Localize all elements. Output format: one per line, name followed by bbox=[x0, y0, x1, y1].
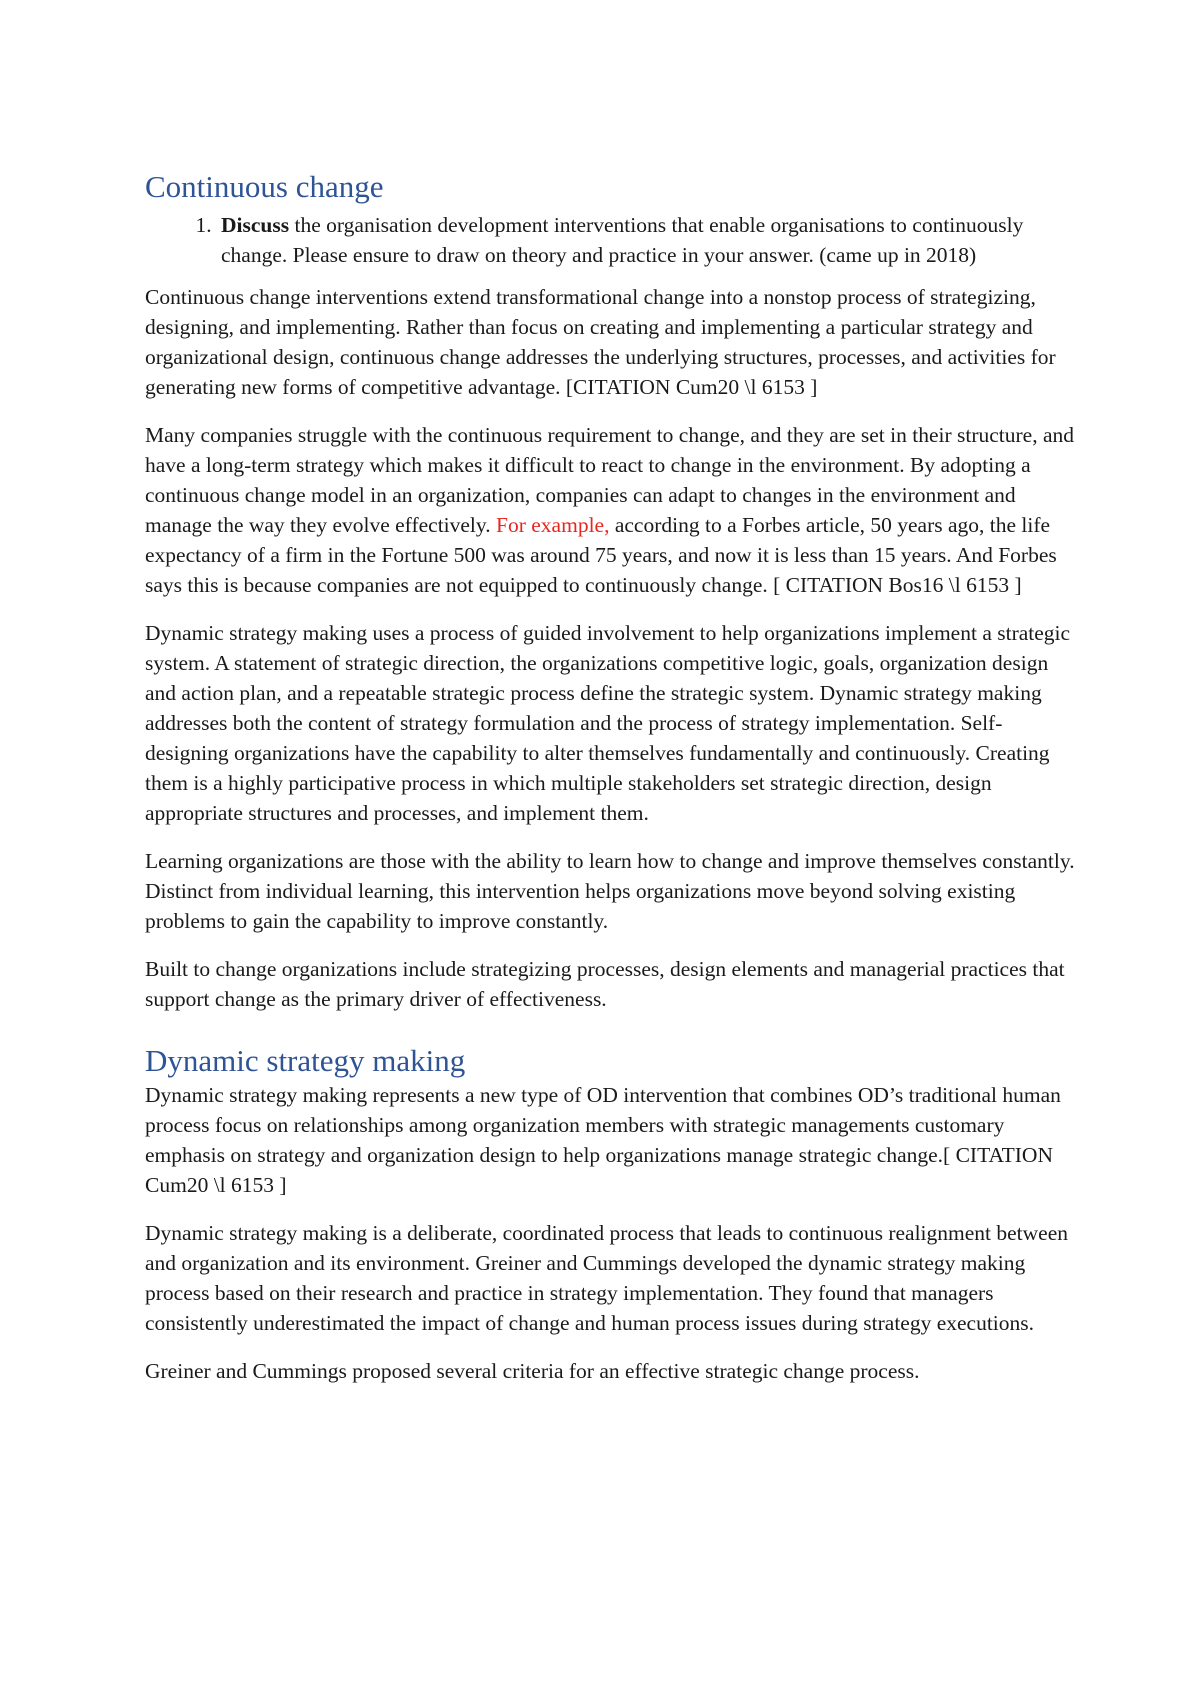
paragraph-built-to-change: Built to change organizations include strategizing processes, design elements and managerial practices that support change as the primary driver of effectiveness. bbox=[145, 957, 1065, 1011]
paragraph-dynamic-strategy: Dynamic strategy making uses a process of guided involvement to help organizations implement a strategic system. A statement of strategic direction, the organizations competitive logic, goals, organization design and action plan, and a repeatable strategic process define the strategic system. Dynamic strategy making addresses both the content of strategy formulation and the process of strategy implementation. Self-designing organizations have the capability to alter themselves fundamentally and continuously. Creating them is a highly participative process in which multiple stakeholders set strategic direction, design appropriate structures and processes, and implement them. bbox=[145, 621, 1071, 825]
section-heading-dynamic-strategy-making: Dynamic strategy making bbox=[145, 1043, 466, 1078]
section-heading-continuous-change: Continuous change bbox=[145, 169, 384, 204]
highlighted-text: For example, bbox=[496, 513, 610, 537]
paragraph-dsm-definition: Dynamic strategy making represents a new type of OD intervention that combines OD’s traditional human process focus on relationships among organization members with strategic managements customary emphasis on strategy and organization design to help organizations manage strategic change.[ CITATION Cum20 \l 6153 ] bbox=[145, 1083, 1061, 1197]
paragraph-text: Many companies struggle with the continuous requirement to change, and they are set in their structure, and have a long-term strategy which makes it difficult to react to change in the environment. By adopting a continuous change model in an organization, companies can adapt to changes in the environment and manage the way they evolve effectively. bbox=[145, 423, 1075, 537]
question-list bbox=[145, 210, 1075, 270]
question-item bbox=[217, 210, 1075, 270]
paragraph-continuous-change-intro: Continuous change interventions extend transformational change into a nonstop process of strategizing, designing, and implementing. Rather than focus on creating and implementing a particular strategy and organizational design, continuous change addresses the underlying structures, processes, and activities for generating new forms of competitive advantage. [CITATION Cum20 \l 6153 ] bbox=[145, 285, 1056, 399]
question-text: the organisation development interventions that enable organisations to continuously change. Please ensure to draw on theory and practice in your answer. (came up in 2018) bbox=[221, 213, 1024, 267]
paragraph-learning-organizations: Learning organizations are those with the ability to learn how to change and improve themselves constantly. Distinct from individual learning, this intervention helps organizations move beyond solving existing problems to gain the capability to improve constantly. bbox=[145, 849, 1075, 933]
document-page bbox=[145, 168, 1075, 1404]
question-bold-word: Discuss bbox=[221, 213, 290, 237]
paragraph-dsm-process: Dynamic strategy making is a deliberate, coordinated process that leads to continuous realignment between and organization and its environment. Greiner and Cummings developed the dynamic strategy making process based on their research and practice in strategy implementation. They found that managers consistently underestimated the impact of change and human process issues during strategy executions. bbox=[145, 1221, 1069, 1335]
paragraph-greiner-cummings: Greiner and Cummings proposed several criteria for an effective strategic change process. bbox=[145, 1359, 920, 1383]
paragraph-text: according to a Forbes article, 50 years ago, the life expectancy of a firm in the Fortune 500 was around 75 years, and now it is less than 15 years. And Forbes says this is because companies are not equipped to continuously change. [ CITATION Bos16 \l 6153 ] bbox=[145, 513, 1057, 597]
paragraph-companies-struggle bbox=[145, 420, 1075, 600]
